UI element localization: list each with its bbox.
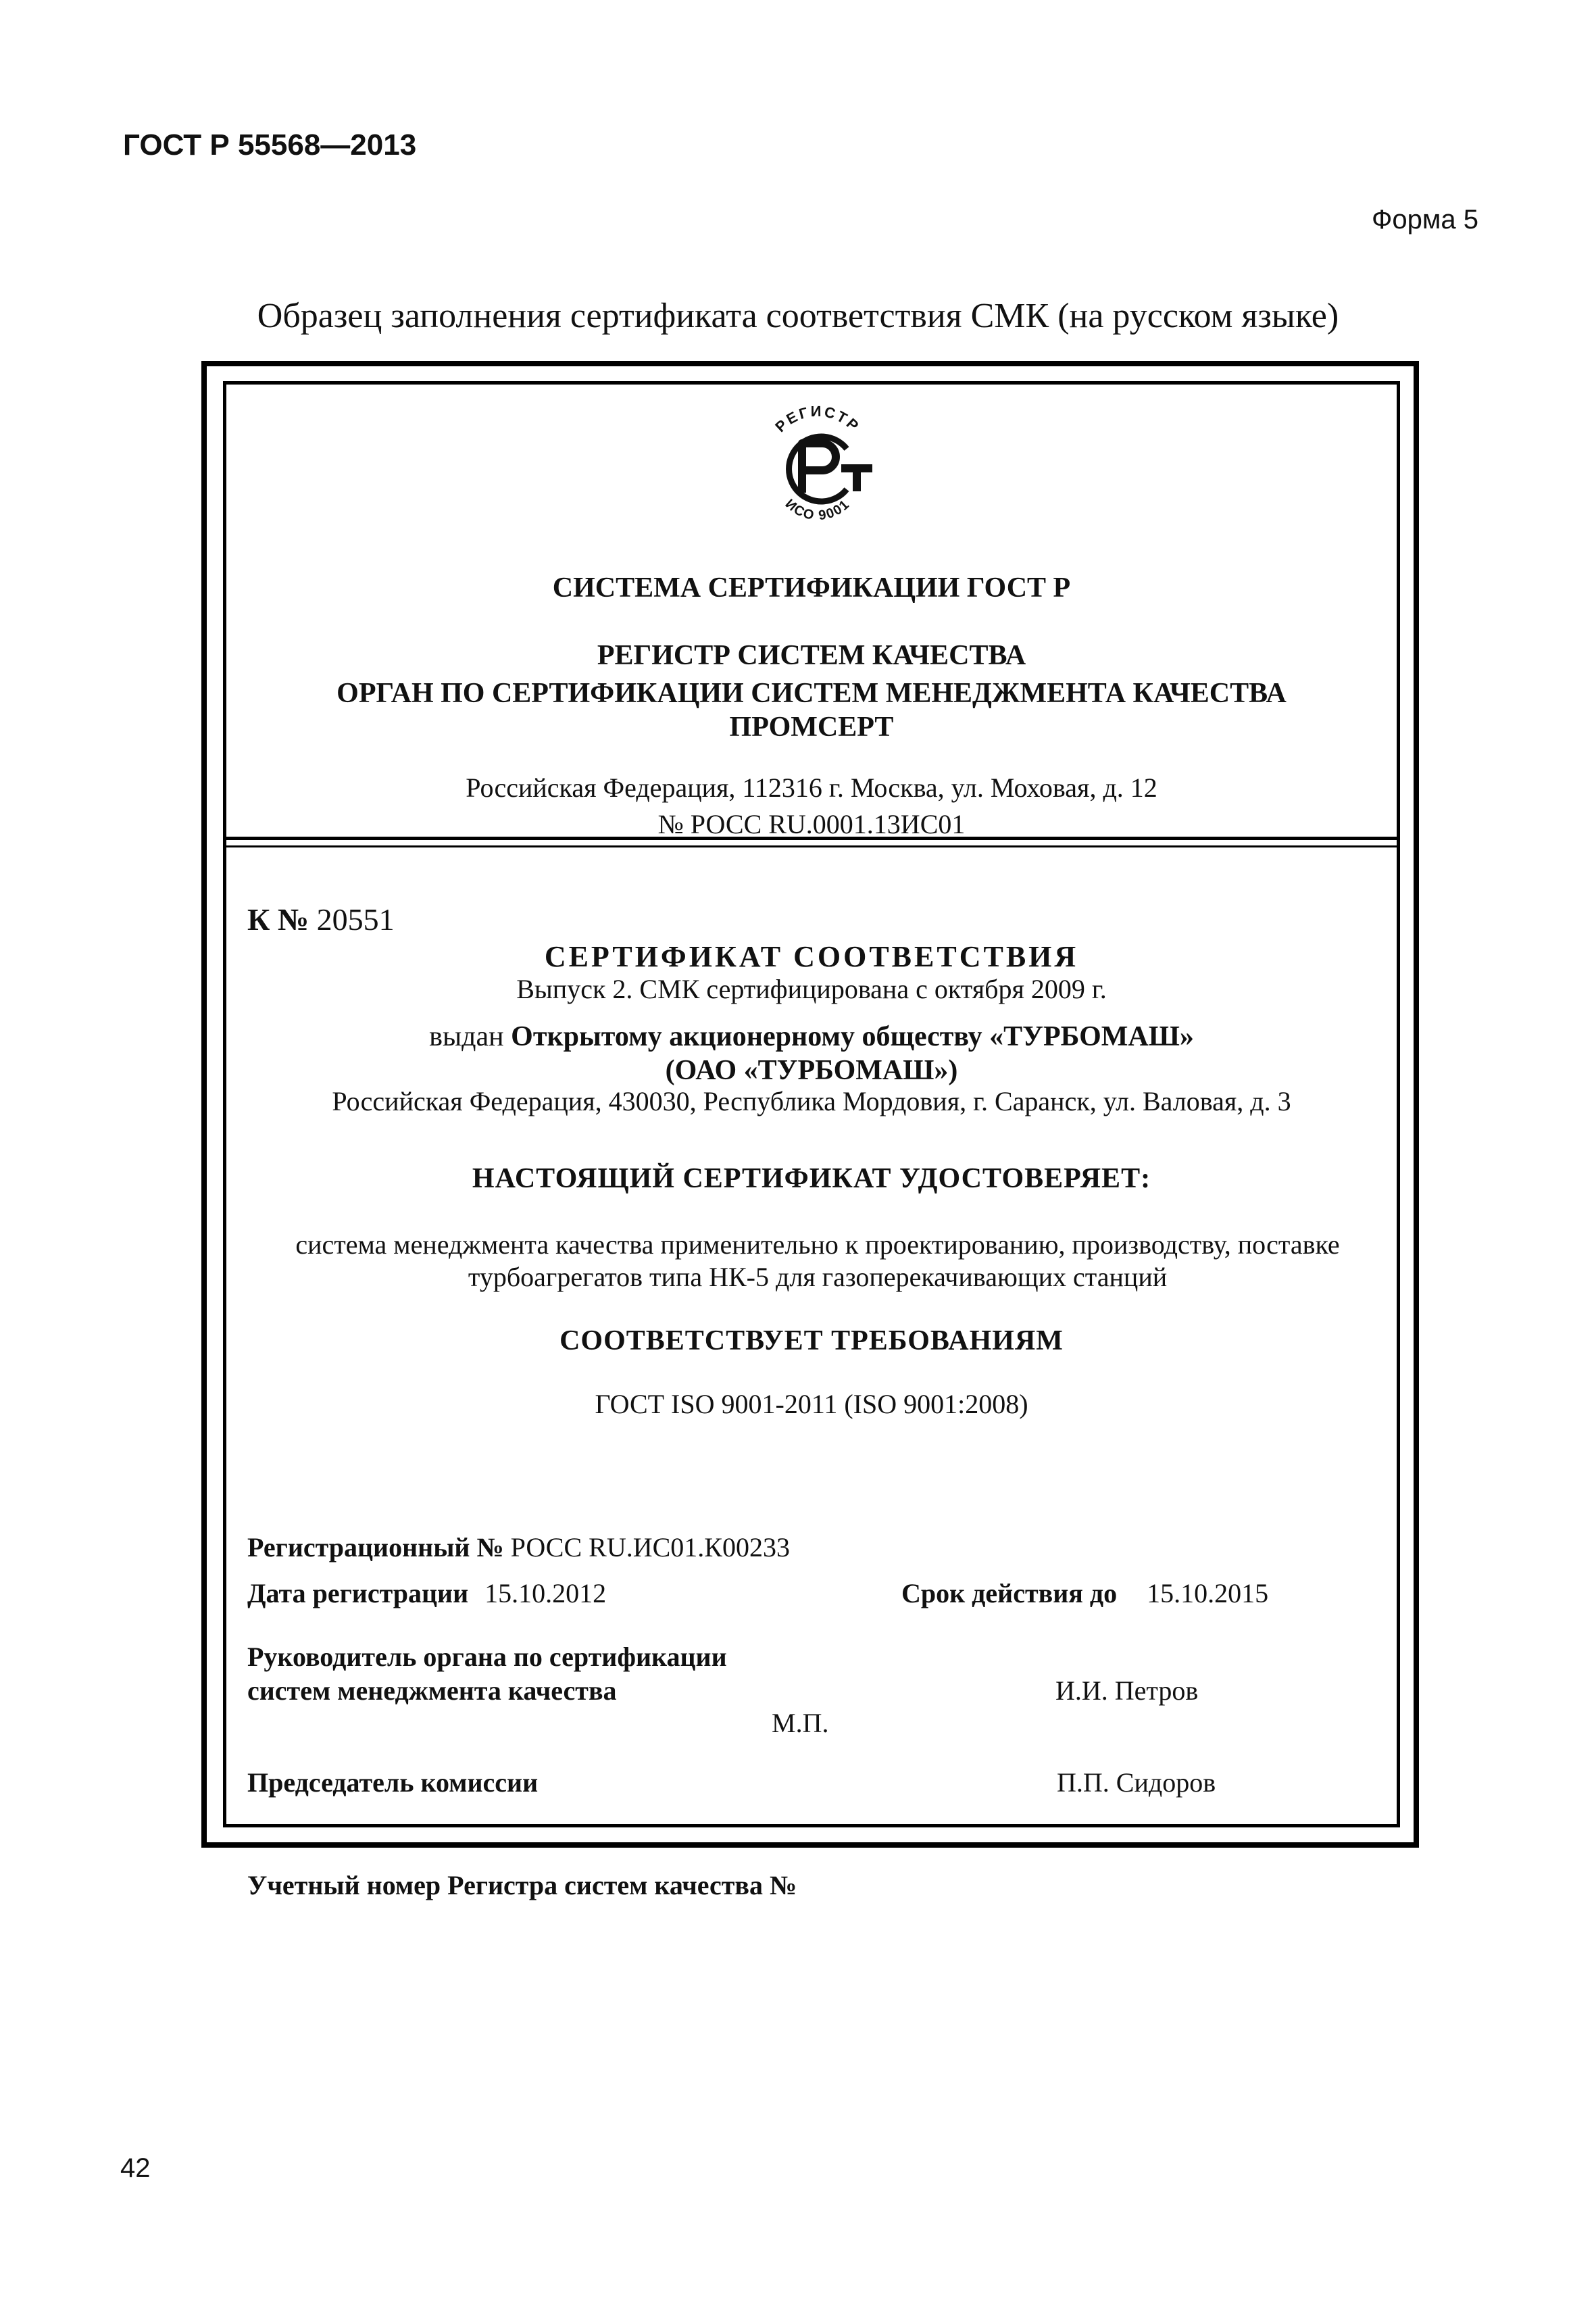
company-name: Открытому акционерному обществу «ТУРБОМАШ»	[511, 1021, 1194, 1052]
sample-title: Образец заполнения сертификата соответствия СМК (на русском языке)	[257, 297, 1339, 335]
registration-date-label: Дата регистрации	[247, 1578, 469, 1608]
scope-line2: турбоагрегатов типа НК-5 для газоперекачивающих станций	[468, 1262, 1168, 1292]
organization-address: Российская Федерация, 112316 г. Москва, ул. Моховая, д. 12	[466, 772, 1157, 803]
company-address: Российская Федерация, 430030, Республика Мордовия, г. Саранск, ул. Валовая, д. 3	[332, 1086, 1291, 1116]
svg-text:РЕГИСТР	[772, 403, 863, 435]
register-name: РЕГИСТР СИСТЕМ КАЧЕСТВА	[597, 640, 1026, 671]
issued-to-row	[223, 1020, 1400, 1053]
certificate-title: СЕРТИФИКАТ СООТВЕТСТВИЯ	[544, 940, 1079, 973]
page-number: 42	[120, 2153, 151, 2183]
registration-row	[247, 1531, 790, 1563]
certificate-number-label: К №	[247, 902, 309, 937]
standard-id: ГОСТ Р 55568—2013	[123, 128, 417, 162]
form-label: Форма 5	[1371, 205, 1478, 235]
company-short-name: (ОАО «ТУРБОМАШ»)	[665, 1055, 958, 1086]
logo-top-text: РЕГИСТР	[772, 402, 864, 436]
register-logo-icon	[747, 401, 889, 530]
register-account-note: Учетный номер Регистра систем качества №	[247, 1870, 797, 1900]
certification-system: СИСТЕМА СЕРТИФИКАЦИИ ГОСТ Р	[552, 572, 1071, 604]
head-label-line1: Руководитель органа по сертификации	[247, 1642, 727, 1672]
scope-line1: система менеджмента качества применительно к проектированию, производству, поставке	[295, 1229, 1340, 1260]
certificate-issue: Выпуск 2. СМК сертифицирована с октября 2009 г.	[516, 974, 1107, 1004]
certificate-number-row	[247, 902, 395, 937]
validity-date: 15.10.2015	[1147, 1578, 1269, 1608]
head-name: И.И. Петров	[1055, 1675, 1199, 1706]
head-label-line2: систем менеджмента качества	[247, 1675, 617, 1706]
accreditation-number: № РОСС RU.0001.13ИС01	[657, 809, 966, 839]
registration-date-row	[247, 1577, 606, 1609]
registration-number: РОСС RU.ИС01.К00233	[510, 1532, 790, 1562]
seal-label: М.П.	[772, 1708, 829, 1738]
registration-label: Регистрационный №	[247, 1532, 504, 1562]
applicable-standard: ГОСТ ISO 9001-2011 (ISO 9001:2008)	[595, 1389, 1028, 1419]
complies-heading: СООТВЕТСТВУЕТ ТРЕБОВАНИЯМ	[559, 1325, 1064, 1356]
certifies-heading: НАСТОЯЩИЙ СЕРТИФИКАТ УДОСТОВЕРЯЕТ:	[472, 1163, 1151, 1194]
logo-bottom-text: ИСО 9001	[782, 496, 853, 524]
certificate-number: 20551	[316, 902, 395, 937]
chair-name: П.П. Сидоров	[1057, 1767, 1216, 1798]
chair-label: Председатель комиссии	[247, 1767, 539, 1798]
validity-row	[901, 1577, 1268, 1609]
registration-date: 15.10.2012	[484, 1578, 607, 1608]
issued-to-label: выдан	[429, 1021, 504, 1052]
certification-body-line2: ПРОМСЕРТ	[729, 712, 894, 743]
validity-label: Срок действия до	[901, 1578, 1118, 1608]
certification-body-line1: ОРГАН ПО СЕРТИФИКАЦИИ СИСТЕМ МЕНЕДЖМЕНТА КАЧЕСТВА	[336, 678, 1287, 709]
